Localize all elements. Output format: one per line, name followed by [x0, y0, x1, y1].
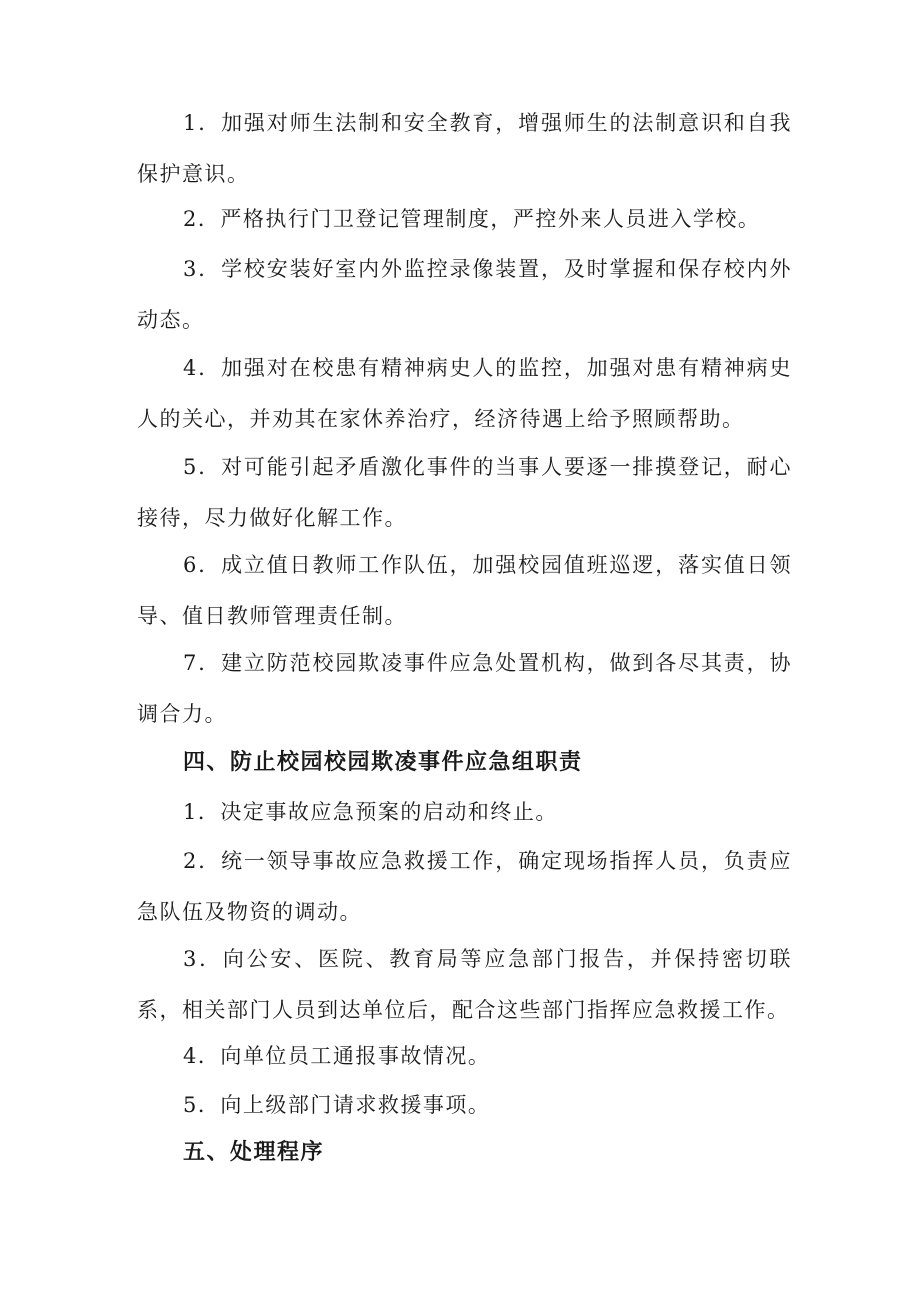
- section4-heading: 四、防止校园校园欺凌事件应急组职责: [183, 750, 583, 775]
- section3-item-3: 3．学校安装好室内外监控录像装置，及时掌握和保存校内外动态。: [137, 257, 792, 332]
- section3-item-6: 6．成立值日教师工作队伍，加强校园值班巡逻，落实值日领导、值日教师管理责任制。: [137, 553, 792, 628]
- section3-item-7: 7．建立防范校园欺凌事件应急处置机构，做到各尽其责，协调合力。: [137, 651, 792, 726]
- section3-item-4: 4．加强对在校患有精神病史人的监控，加强对患有精神病史人的关心，并劝其在家休养治疗，经济待遇上给予照顾帮助。: [137, 356, 792, 431]
- section4-item-3: 3．向公安、医院、教育局等应急部门报告，并保持密切联系，相关部门人员到达单位后，配合这些部门指挥应急救援工作。: [137, 947, 792, 1022]
- section5-heading: 五、处理程序: [183, 1140, 325, 1165]
- section4-item-2: 2．统一领导事故应急救援工作，确定现场指挥人员，负责应急队伍及物资的调动。: [137, 849, 792, 924]
- section4-item-5: 5．向上级部门请求救援事项。: [183, 1093, 491, 1117]
- section4-item-1: 1．决定事故应急预案的启动和终止。: [183, 800, 558, 824]
- section3-item-5: 5．对可能引起矛盾激化事件的当事人要逐一排摸登记，耐心接待，尽力做好化解工作。: [137, 455, 792, 530]
- section3-item-2: 2．严格执行门卫登记管理制度，严控外来人员进入学校。: [183, 207, 761, 231]
- section4-item-4: 4．向单位员工通报事故情况。: [183, 1044, 491, 1068]
- section3-item-1: 1．加强对师生法制和安全教育，增强师生的法制意识和自我保护意识。: [137, 111, 792, 186]
